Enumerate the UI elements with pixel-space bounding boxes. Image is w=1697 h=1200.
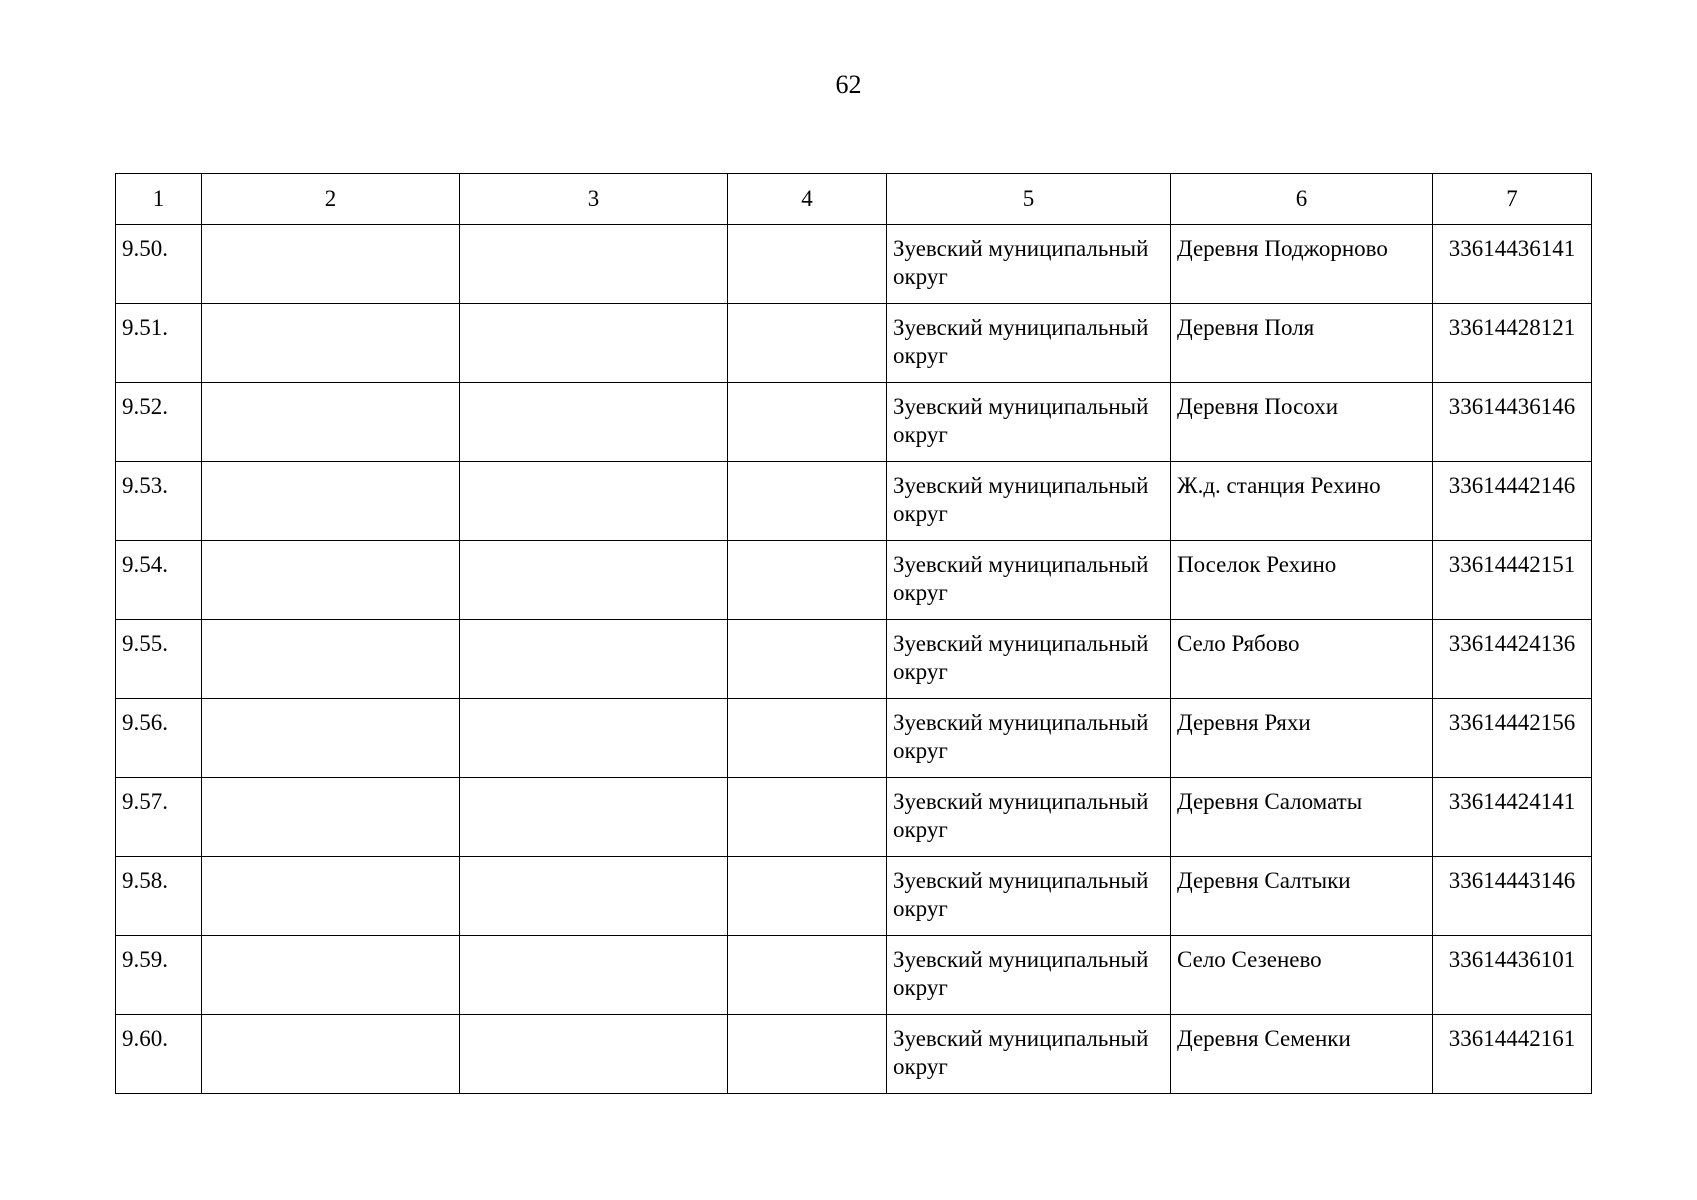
settlement-cell: Ж.д. станция Рехино xyxy=(1171,462,1433,541)
column-4-cell xyxy=(728,225,887,304)
oktmo-code-cell: 33614442151 xyxy=(1433,541,1592,620)
oktmo-code-cell: 33614436146 xyxy=(1433,383,1592,462)
settlements-table xyxy=(115,173,1592,1094)
column-3-cell xyxy=(460,541,728,620)
table-row xyxy=(116,1015,1592,1094)
settlement-cell: Село Рябово xyxy=(1171,620,1433,699)
settlement-cell: Деревня Ряхи xyxy=(1171,699,1433,778)
municipality-cell: Зуевский муниципальный округ xyxy=(887,541,1171,620)
column-3-cell xyxy=(460,304,728,383)
row-number-cell: 9.53. xyxy=(116,462,202,541)
row-number-cell: 9.51. xyxy=(116,304,202,383)
row-number-cell: 9.56. xyxy=(116,699,202,778)
column-2-cell xyxy=(202,620,460,699)
column-3-cell xyxy=(460,1015,728,1094)
settlement-cell: Деревня Поля xyxy=(1171,304,1433,383)
column-3-cell xyxy=(460,383,728,462)
column-2-cell xyxy=(202,936,460,1015)
municipality-cell: Зуевский муниципальный округ xyxy=(887,1015,1171,1094)
page-number: 62 xyxy=(835,70,862,99)
column-4-cell xyxy=(728,541,887,620)
column-2-cell xyxy=(202,304,460,383)
municipality-cell: Зуевский муниципальный округ xyxy=(887,699,1171,778)
column-3-cell xyxy=(460,699,728,778)
table-row xyxy=(116,699,1592,778)
header-cell-5: 5 xyxy=(887,174,1171,225)
settlement-cell: Деревня Поджорново xyxy=(1171,225,1433,304)
column-3-cell xyxy=(460,857,728,936)
settlement-cell: Деревня Салтыки xyxy=(1171,857,1433,936)
row-number-cell: 9.52. xyxy=(116,383,202,462)
table-row xyxy=(116,936,1592,1015)
municipality-cell: Зуевский муниципальный округ xyxy=(887,857,1171,936)
oktmo-code-cell: 33614443146 xyxy=(1433,857,1592,936)
table-header-row xyxy=(116,174,1592,225)
row-number-cell: 9.50. xyxy=(116,225,202,304)
row-number-cell: 9.59. xyxy=(116,936,202,1015)
municipality-cell: Зуевский муниципальный округ xyxy=(887,383,1171,462)
oktmo-code-cell: 33614424141 xyxy=(1433,778,1592,857)
header-cell-4: 4 xyxy=(728,174,887,225)
row-number-cell: 9.58. xyxy=(116,857,202,936)
municipality-cell: Зуевский муниципальный округ xyxy=(887,936,1171,1015)
column-3-cell xyxy=(460,462,728,541)
column-4-cell xyxy=(728,1015,887,1094)
municipality-cell: Зуевский муниципальный округ xyxy=(887,304,1171,383)
column-2-cell xyxy=(202,857,460,936)
column-4-cell xyxy=(728,462,887,541)
column-4-cell xyxy=(728,936,887,1015)
oktmo-code-cell: 33614428121 xyxy=(1433,304,1592,383)
column-4-cell xyxy=(728,620,887,699)
oktmo-code-cell: 33614442146 xyxy=(1433,462,1592,541)
settlement-cell: Деревня Саломаты xyxy=(1171,778,1433,857)
column-2-cell xyxy=(202,541,460,620)
table-row xyxy=(116,541,1592,620)
table-body xyxy=(116,174,1592,1094)
column-2-cell xyxy=(202,462,460,541)
settlement-cell: Поселок Рехино xyxy=(1171,541,1433,620)
column-4-cell xyxy=(728,778,887,857)
municipality-cell: Зуевский муниципальный округ xyxy=(887,462,1171,541)
column-2-cell xyxy=(202,778,460,857)
municipality-cell: Зуевский муниципальный округ xyxy=(887,778,1171,857)
column-4-cell xyxy=(728,699,887,778)
oktmo-code-cell: 33614436101 xyxy=(1433,936,1592,1015)
header-cell-2: 2 xyxy=(202,174,460,225)
settlement-cell: Деревня Посохи xyxy=(1171,383,1433,462)
oktmo-code-cell: 33614442161 xyxy=(1433,1015,1592,1094)
header-cell-1: 1 xyxy=(116,174,202,225)
column-3-cell xyxy=(460,225,728,304)
header-cell-6: 6 xyxy=(1171,174,1433,225)
column-4-cell xyxy=(728,383,887,462)
header-cell-3: 3 xyxy=(460,174,728,225)
table-row xyxy=(116,225,1592,304)
oktmo-code-cell: 33614442156 xyxy=(1433,699,1592,778)
header-cell-7: 7 xyxy=(1433,174,1592,225)
column-3-cell xyxy=(460,778,728,857)
table-row xyxy=(116,620,1592,699)
column-2-cell xyxy=(202,383,460,462)
column-3-cell xyxy=(460,620,728,699)
column-4-cell xyxy=(728,857,887,936)
row-number-cell: 9.57. xyxy=(116,778,202,857)
table-row xyxy=(116,462,1592,541)
column-4-cell xyxy=(728,304,887,383)
table-row xyxy=(116,778,1592,857)
settlement-cell: Деревня Семенки xyxy=(1171,1015,1433,1094)
column-3-cell xyxy=(460,936,728,1015)
oktmo-code-cell: 33614424136 xyxy=(1433,620,1592,699)
table-row xyxy=(116,383,1592,462)
column-2-cell xyxy=(202,1015,460,1094)
table-row xyxy=(116,304,1592,383)
settlement-cell: Село Сезенево xyxy=(1171,936,1433,1015)
column-2-cell xyxy=(202,225,460,304)
row-number-cell: 9.54. xyxy=(116,541,202,620)
row-number-cell: 9.55. xyxy=(116,620,202,699)
row-number-cell: 9.60. xyxy=(116,1015,202,1094)
municipality-cell: Зуевский муниципальный округ xyxy=(887,225,1171,304)
column-2-cell xyxy=(202,699,460,778)
table-row xyxy=(116,857,1592,936)
municipality-cell: Зуевский муниципальный округ xyxy=(887,620,1171,699)
oktmo-code-cell: 33614436141 xyxy=(1433,225,1592,304)
